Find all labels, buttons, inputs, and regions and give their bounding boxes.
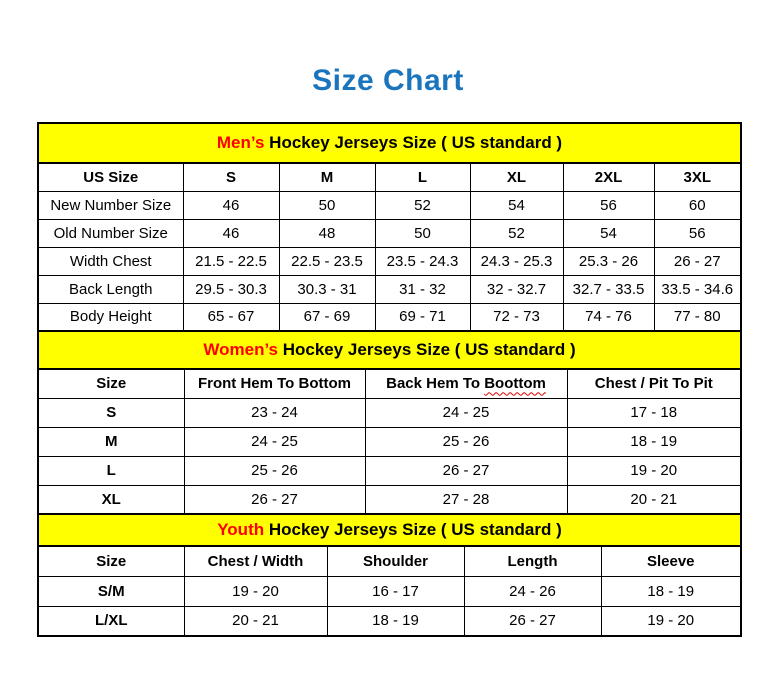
cell: 56	[563, 191, 654, 219]
size-chart-tables	[37, 122, 740, 637]
table-row	[38, 427, 741, 456]
cell: 20 - 21	[567, 485, 741, 514]
row-label: M	[38, 427, 184, 456]
row-label: Body Height	[38, 303, 183, 331]
cell: 23 - 24	[184, 398, 365, 427]
table-row	[38, 275, 741, 303]
youth-col-size: Size	[38, 546, 184, 576]
mens-col-xl: XL	[470, 163, 563, 191]
womens-size-table	[37, 330, 742, 515]
cell: 26 - 27	[654, 247, 741, 275]
row-label: S/M	[38, 576, 184, 606]
cell: 19 - 20	[567, 456, 741, 485]
table-row	[38, 303, 741, 331]
mens-col-2xl: 2XL	[563, 163, 654, 191]
cell: 54	[470, 191, 563, 219]
cell: 18 - 19	[567, 427, 741, 456]
cell: 65 - 67	[183, 303, 279, 331]
youth-heading-rest: Hockey Jerseys Size ( US standard )	[268, 520, 562, 539]
table-row	[38, 191, 741, 219]
cell: 26 - 27	[464, 606, 601, 636]
womens-section-band	[38, 331, 741, 369]
cell: 72 - 73	[470, 303, 563, 331]
row-label: Width Chest	[38, 247, 183, 275]
mens-heading-rest: Hockey Jerseys Size ( US standard )	[269, 133, 563, 152]
cell: 18 - 19	[601, 576, 741, 606]
mens-section-band	[38, 123, 741, 163]
cell: 56	[654, 219, 741, 247]
mens-col-l: L	[375, 163, 470, 191]
row-label: XL	[38, 485, 184, 514]
mens-col-s: S	[183, 163, 279, 191]
cell: 22.5 - 23.5	[279, 247, 375, 275]
womens-col-size: Size	[38, 369, 184, 398]
cell: 52	[470, 219, 563, 247]
cell: 33.5 - 34.6	[654, 275, 741, 303]
cell: 24 - 26	[464, 576, 601, 606]
cell: 54	[563, 219, 654, 247]
cell: 19 - 20	[601, 606, 741, 636]
cell: 77 - 80	[654, 303, 741, 331]
womens-col-back-hem	[365, 369, 567, 398]
cell: 74 - 76	[563, 303, 654, 331]
cell: 50	[375, 219, 470, 247]
cell: 69 - 71	[375, 303, 470, 331]
cell: 24 - 25	[184, 427, 365, 456]
cell: 25 - 26	[184, 456, 365, 485]
cell: 50	[279, 191, 375, 219]
mens-heading-accent: Men’s	[216, 133, 265, 152]
womens-col-back-hem-typo: Boottom	[484, 375, 546, 393]
row-label: S	[38, 398, 184, 427]
cell: 27 - 28	[365, 485, 567, 514]
table-row	[38, 606, 741, 636]
youth-col-length: Length	[464, 546, 601, 576]
youth-size-table	[37, 513, 742, 637]
womens-col-chest: Chest / Pit To Pit	[567, 369, 741, 398]
page-title: Size Chart	[312, 64, 464, 97]
cell: 26 - 27	[184, 485, 365, 514]
cell: 52	[375, 191, 470, 219]
youth-heading-accent: Youth	[217, 520, 265, 539]
cell: 17 - 18	[567, 398, 741, 427]
row-label: L	[38, 456, 184, 485]
table-row	[38, 576, 741, 606]
row-label: Old Number Size	[38, 219, 183, 247]
table-row	[38, 219, 741, 247]
table-row	[38, 247, 741, 275]
womens-section-heading	[38, 331, 741, 369]
cell: 67 - 69	[279, 303, 375, 331]
cell: 24 - 25	[365, 398, 567, 427]
mens-section-heading	[38, 123, 741, 163]
cell: 46	[183, 219, 279, 247]
womens-col-front-hem: Front Hem To Bottom	[184, 369, 365, 398]
cell: 26 - 27	[365, 456, 567, 485]
youth-col-shoulder: Shoulder	[327, 546, 464, 576]
cell: 16 - 17	[327, 576, 464, 606]
mens-col-3xl: 3XL	[654, 163, 741, 191]
cell: 32.7 - 33.5	[563, 275, 654, 303]
row-label: New Number Size	[38, 191, 183, 219]
mens-column-header-row	[38, 163, 741, 191]
cell: 25 - 26	[365, 427, 567, 456]
cell: 29.5 - 30.3	[183, 275, 279, 303]
cell: 25.3 - 26	[563, 247, 654, 275]
womens-col-back-hem-prefix: Back Hem To	[386, 375, 481, 393]
youth-section-heading	[38, 514, 741, 546]
cell: 32 - 32.7	[470, 275, 563, 303]
cell: 21.5 - 22.5	[183, 247, 279, 275]
womens-column-header-row	[38, 369, 741, 398]
row-label: L/XL	[38, 606, 184, 636]
mens-size-table	[37, 122, 742, 332]
mens-col-m: M	[279, 163, 375, 191]
cell: 30.3 - 31	[279, 275, 375, 303]
cell: 60	[654, 191, 741, 219]
cell: 24.3 - 25.3	[470, 247, 563, 275]
youth-column-header-row	[38, 546, 741, 576]
mens-col-us-size: US Size	[38, 163, 183, 191]
youth-col-sleeve: Sleeve	[601, 546, 741, 576]
cell: 31 - 32	[375, 275, 470, 303]
cell: 48	[279, 219, 375, 247]
table-row	[38, 485, 741, 514]
womens-heading-accent: Women’s	[203, 340, 278, 359]
youth-col-chest-width: Chest / Width	[184, 546, 327, 576]
cell: 19 - 20	[184, 576, 327, 606]
cell: 46	[183, 191, 279, 219]
cell: 23.5 - 24.3	[375, 247, 470, 275]
youth-section-band	[38, 514, 741, 546]
womens-heading-rest: Hockey Jerseys Size ( US standard )	[282, 340, 576, 359]
table-row	[38, 398, 741, 427]
cell: 20 - 21	[184, 606, 327, 636]
table-row	[38, 456, 741, 485]
row-label: Back Length	[38, 275, 183, 303]
cell: 18 - 19	[327, 606, 464, 636]
